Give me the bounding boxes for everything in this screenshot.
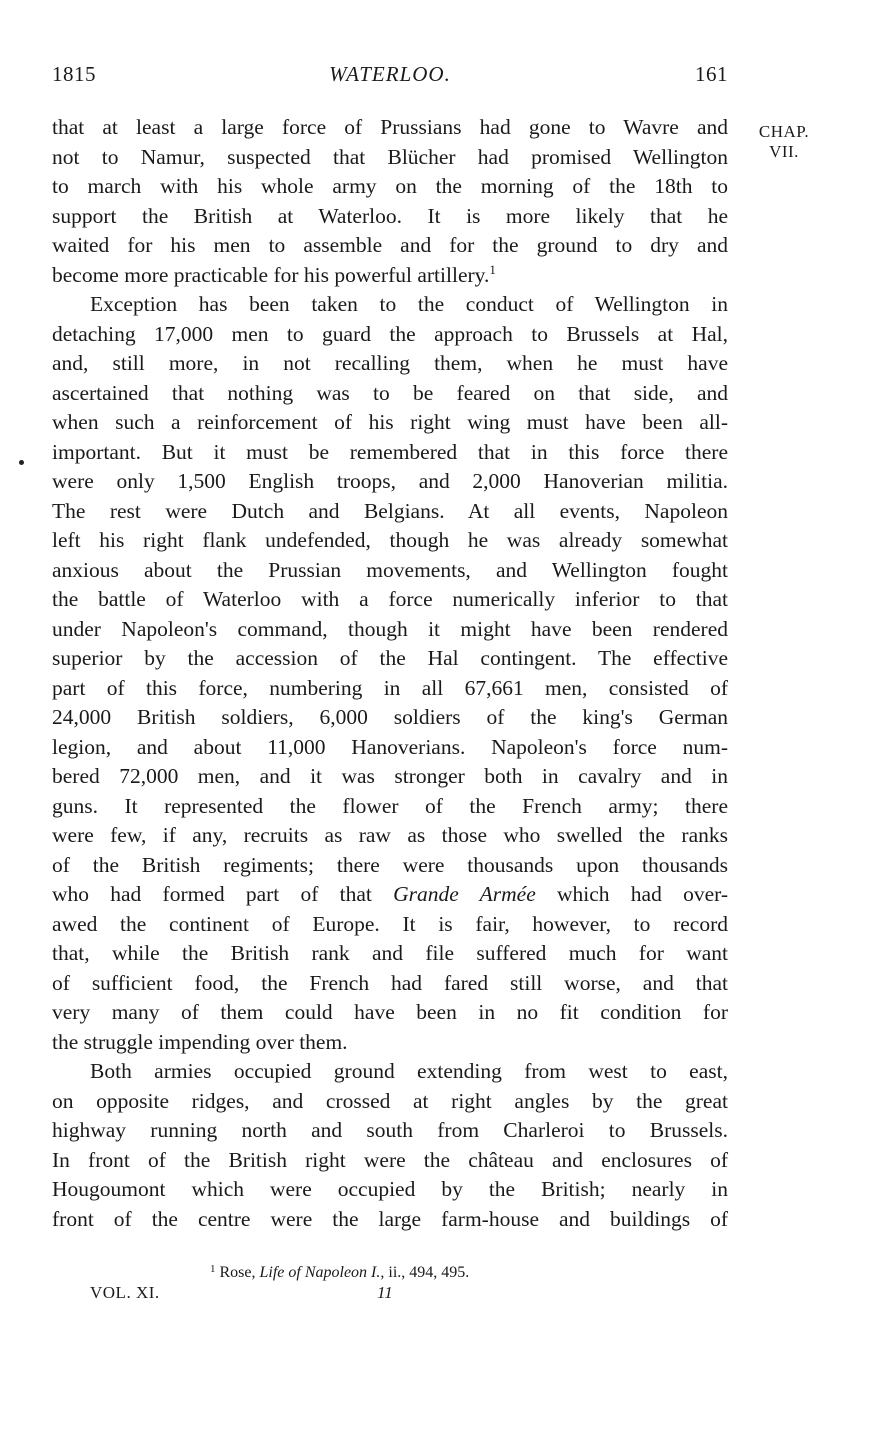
text-line: detaching 17,000 men to guard the approach to Brussels at Hal,: [52, 321, 728, 346]
running-head-year: 1815: [52, 62, 96, 86]
margin-note-number: VII.: [769, 142, 799, 161]
text-line: highway running north and south from Charleroi to Brussels.: [52, 1118, 728, 1142]
text-line: In front of the British right were the château and enclosures of: [52, 1147, 728, 1172]
text-line: the struggle impending over them.: [52, 1029, 348, 1054]
text-line: ascertained that nothing was to be feared on that side, and: [52, 380, 728, 405]
footnote-suffix: , ii., 494, 495.: [380, 1264, 470, 1281]
body-text: [52, 113, 728, 1234]
text-line: The rest were Dutch and Belgians. At all events, Napoleon: [52, 498, 728, 523]
text-line: of the British regiments; there were thousands upon thousands: [52, 852, 728, 877]
text-line: the battle of Waterloo with a force numerically inferior to that: [52, 587, 728, 611]
volume-label: VOL. XI.: [90, 1283, 160, 1302]
text-line: legion, and about 11,000 Hanoverians. Napoleon's force num-: [52, 734, 728, 759]
text-line: [52, 261, 728, 291]
text-line-tail: which had over-: [557, 882, 728, 906]
running-head: [52, 62, 728, 92]
footnote-reference: 1: [489, 261, 496, 277]
text-line: superior by the accession of the Hal contingent. The effective: [52, 646, 728, 670]
text-line: Exception has been taken to the conduct of Wellington in: [90, 292, 728, 316]
italic-phrase: Grande Armée: [393, 882, 536, 906]
text-line: [52, 880, 728, 910]
text-line: part of this force, numbering in all 67,661 men, consisted of: [52, 675, 728, 700]
text-line: very many of them could have been in no fit condition for: [52, 1000, 728, 1024]
text-line: front of the centre were the large farm-house and buildings of: [52, 1206, 728, 1231]
text-line-content: who had formed part of that: [52, 882, 372, 906]
text-line: on opposite ridges, and crossed at right angles by the great: [52, 1088, 728, 1113]
text-line: 24,000 British soldiers, 6,000 soldiers of the king's German: [52, 705, 728, 729]
text-line: guns. It represented the flower of the French army; there: [52, 793, 728, 818]
margin-note-chap: CHAP.: [758, 122, 810, 141]
text-line: were only 1,500 English troops, and 2,000 Hanoverian militia.: [52, 469, 728, 493]
text-line: awed the continent of Europe. It is fair, however, to record: [52, 911, 728, 936]
text-line: waited for his men to assemble and for the ground to dry and: [52, 233, 728, 257]
text-line: Hougoumont which were occupied by the British; nearly in: [52, 1177, 728, 1201]
text-line: that at least a large force of Prussians had gone to Wavre and: [52, 115, 728, 139]
text-line: support the British at Waterloo. It is more likely that he: [52, 203, 728, 228]
running-head-title: WATERLOO.: [329, 62, 451, 86]
chapter-margin-note: [748, 122, 820, 162]
text-line: anxious about the Prussian movements, and Wellington fought: [52, 557, 728, 582]
text-line: bered 72,000 men, and it was stronger both in cavalry and in: [52, 764, 728, 788]
signature-mark: 11: [377, 1283, 393, 1302]
text-line: and, still more, in not recalling them, when he must have: [52, 351, 728, 375]
text-line: were few, if any, recruits as raw as those who swelled the ranks: [52, 823, 728, 847]
stray-ink-dot: [19, 460, 24, 465]
text-line: left his right flank undefended, though he was already somewhat: [52, 528, 728, 552]
footnote: [210, 1259, 610, 1283]
text-line: not to Namur, suspected that Blücher had promised Wellington: [52, 144, 728, 169]
footnote-prefix: Rose,: [219, 1264, 256, 1281]
text-line: under Napoleon's command, though it might have been rendered: [52, 616, 728, 641]
text-line: to march with his whole army on the morning of the 18th to: [52, 174, 728, 198]
page-number: 161: [695, 62, 728, 86]
text-line-content: become more practicable for his powerful artillery.: [52, 262, 490, 287]
text-line: Both armies occupied ground extending from west to east,: [90, 1059, 728, 1083]
text-line: of sufficient food, the French had fared still worse, and that: [52, 970, 728, 995]
footnote-work-title: Life of Napoleon I.: [259, 1264, 381, 1281]
footnote-marker: 1: [210, 1263, 216, 1275]
text-line: important. But it must be remembered that in this force there: [52, 439, 728, 464]
text-line: that, while the British rank and file suffered much for want: [52, 941, 728, 965]
text-line: when such a reinforcement of his right wing must have been all-: [52, 410, 728, 434]
signature-line: [90, 1283, 410, 1307]
